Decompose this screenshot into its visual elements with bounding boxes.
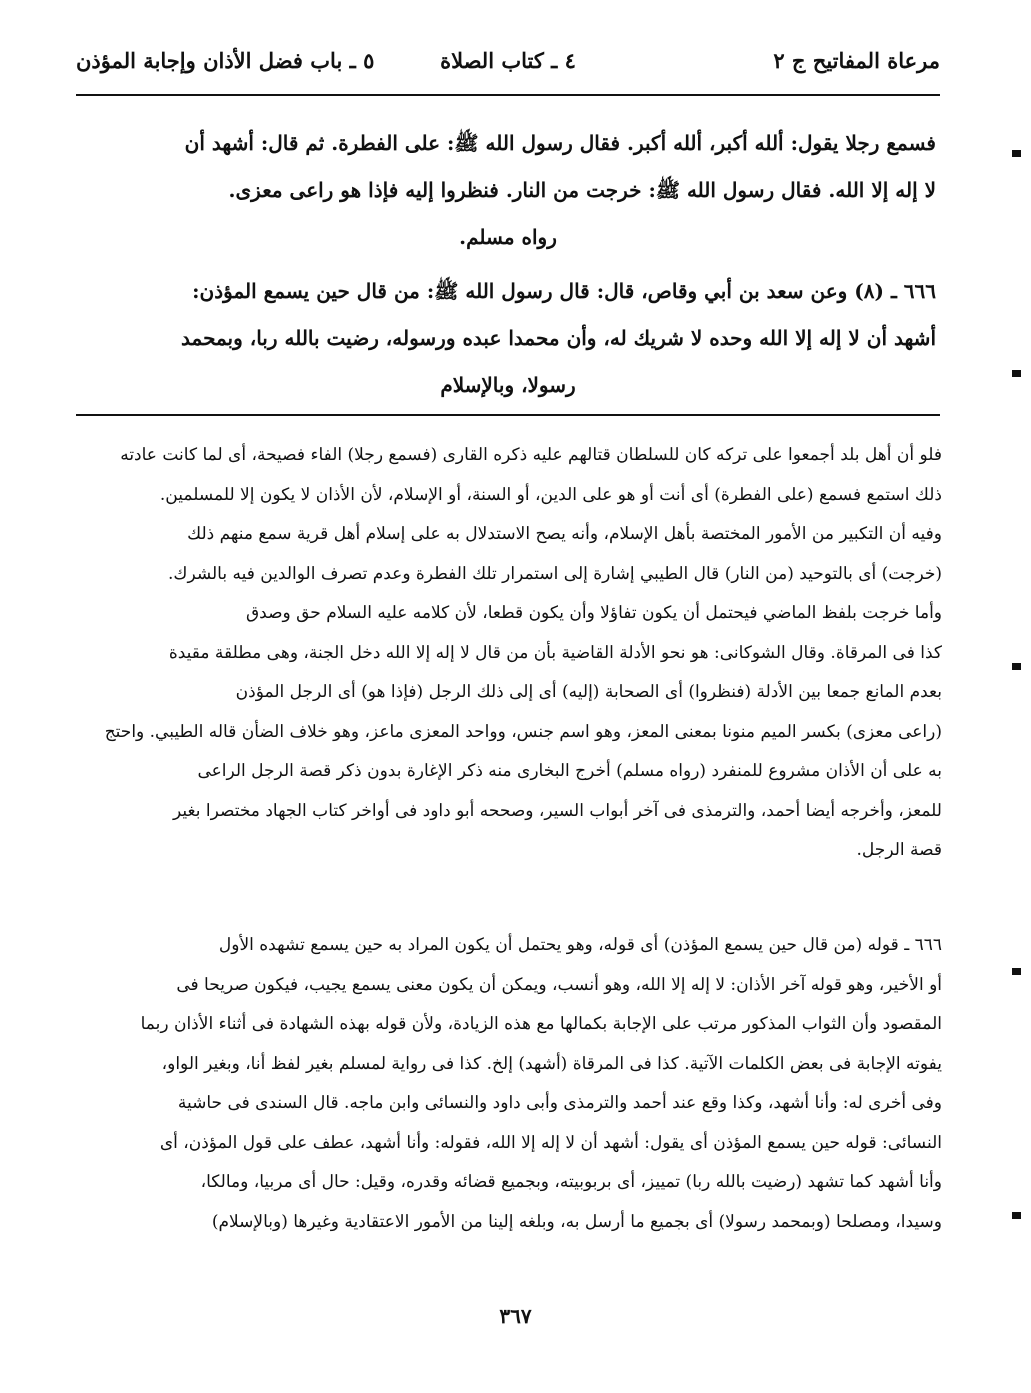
hadith-line: ٦٦٦ ـ (٨) وعن سعد بن أبي وقاص، قال: قال رسول الله ﷺ: من قال حين يسمع المؤذن: — [192, 279, 936, 303]
commentary-line: وأما خرجت بلفظ الماضي فيحتمل أن يكون تفاؤلا وأن يكون قطعا، لأن كلامه عليه السلام حق وصدق — [245, 603, 942, 623]
hadith-666 — [80, 268, 936, 409]
commentary-666 — [90, 926, 942, 1242]
commentary-line: ٦٦٦ ـ قوله (من قال حين يسمع المؤذن) أى قوله، وهو يحتمل أن يكون المراد به حين يسمع تشهده الأول — [218, 935, 942, 955]
hadith-line: فسمع رجلا يقول: ألله أكبر، ألله أكبر. فقال رسول الله ﷺ: على الفطرة. ثم قال: أشهد أن — [184, 131, 936, 155]
hadith-line: لا إله إلا الله. فقال رسول الله ﷺ: خرجت من النار. فنظروا إليه فإذا هو راعى معزى. — [228, 178, 936, 202]
margin-mark — [1012, 1212, 1021, 1219]
commentary-line: فلو أن أهل بلد أجمعوا على تركه كان للسلطان قتالهم عليه ذكره القارى (فسمع رجلا) الفاء فصيحة، أى لما كانت عادته — [120, 445, 942, 465]
commentary-line: (خرجت) أى بالتوحيد (من النار) قال الطيبي إشارة إلى استمرار تلك الفطرة وعدم تصرف الوالدين فيه بالشرك. — [168, 563, 942, 584]
commentary-line: للمعز، وأخرجه أيضا أحمد، والترمذى فى آخر أبواب السير، وصححه أبو داود فى أواخر كتاب الجهاد مختصرا بغير — [173, 800, 942, 821]
commentary-line: المقصود وأن الثواب المذكور مرتب على الإجابة بكمالها مع هذه الزيادة، ولأن قوله بهذه الشهادة فى أثناء الأذان ربما — [140, 1014, 942, 1034]
commentary-line: أو الأخير، وهو قوله آخر الأذان: لا إله إلا الله، وهو أنسب، ويمكن أن يكون معنى يسمع يجيب، فيكون صريحا فى — [176, 974, 942, 995]
commentary-line: يفوته الإجابة فى بعض الكلمات الآتية. كذا فى المرقاة (أشهد) إلخ. كذا فى رواية لمسلم بغير لفظ أنا، وبغير الواو، — [161, 1053, 942, 1074]
commentary-line: كذا فى المرقاة. وقال الشوكانى: هو نحو الأدلة القاضية بأن من قال لا إله إلا الله دخل الجنة، وهى مطلقة مقيدة — [168, 642, 942, 663]
section-title: ٥ ـ باب فضل الأذان وإجابة المؤذن — [76, 48, 375, 73]
header-rule — [76, 94, 940, 96]
footnote-divider — [76, 414, 940, 416]
commentary-665 — [90, 436, 942, 871]
hadith-attribution: رواه مسلم. — [459, 225, 557, 249]
book-title: مرعاة المفاتيح ج ٢ — [773, 48, 940, 73]
commentary-line: ذلك استمع فسمع (على الفطرة) أى أنت أو هو على الدين، أو السنة، أو الإسلام، لأن الأذان لا يكون إلا للمسلمين. — [159, 484, 942, 505]
running-header — [76, 40, 940, 88]
commentary-line: به على أن الأذان مشروع للمنفرد (رواه مسلم) أخرج البخارى منه ذكر الإغارة بدون ذكر قصة الرجل الراعى — [197, 761, 942, 781]
page-number: ٣٦٧ — [499, 1304, 532, 1328]
commentary-line: بعدم المانع جمعا بين الأدلة (فنظروا) أى الصحابة (إليه) أى إلى ذلك الرجل (فإذا هو) أى الرجل المؤذن — [235, 682, 942, 702]
hadith-line: أشهد أن لا إله إلا الله وحده لا شريك له، وأن محمدا عبده ورسوله، رضيت بالله ربا، وبمحمد — [181, 326, 936, 350]
chapter-title: ٤ ـ كتاب الصلاة — [440, 48, 576, 73]
margin-mark — [1012, 150, 1021, 157]
commentary-line: (راعى معزى) بكسر الميم منونا بمعنى المعز، وهو اسم جنس، وواحد المعزى ماعز، وهو خلاف الضأن قاله الطيبي. واحتج — [104, 721, 942, 742]
hadith-line: رسولا، وبالإسلام — [440, 373, 576, 397]
commentary-line: وسيدا، ومصلحا (وبمحمد رسولا) أى بجميع ما أرسل به، وبلغه إلينا من الأمور الاعتقادية وغيرها (وبالإسلام) — [211, 1211, 942, 1232]
commentary-line: قصة الرجل. — [856, 840, 942, 860]
margin-mark — [1012, 370, 1021, 377]
commentary-line: وفى أخرى له: وأنا أشهد، وكذا وقع عند أحمد والترمذى وأبى داود والنسائى وابن ماجه. قال السندى فى حاشية — [177, 1093, 942, 1113]
commentary-line: وفيه أن التكبير من الأمور المختصة بأهل الإسلام، وأنه يصح الاستدلال به على إسلام أهل قرية سمع منهم ذلك — [187, 524, 942, 544]
commentary-line: وأنا أشهد كما تشهد (رضيت بالله ربا) تمييز، أى بربوبيته، وبجميع قضائه وقدره، وقيل: حال أى مربيا، ومالكا، — [200, 1172, 942, 1192]
commentary-line: النسائى: قوله حين يسمع المؤذن أى يقول: أشهد أن لا إله إلا الله، فقوله: وأنا أشهد، عطف على قول المؤذن، أى — [159, 1132, 942, 1153]
hadith-text-continuation — [80, 120, 936, 261]
margin-mark — [1012, 663, 1021, 670]
margin-mark — [1012, 968, 1021, 975]
